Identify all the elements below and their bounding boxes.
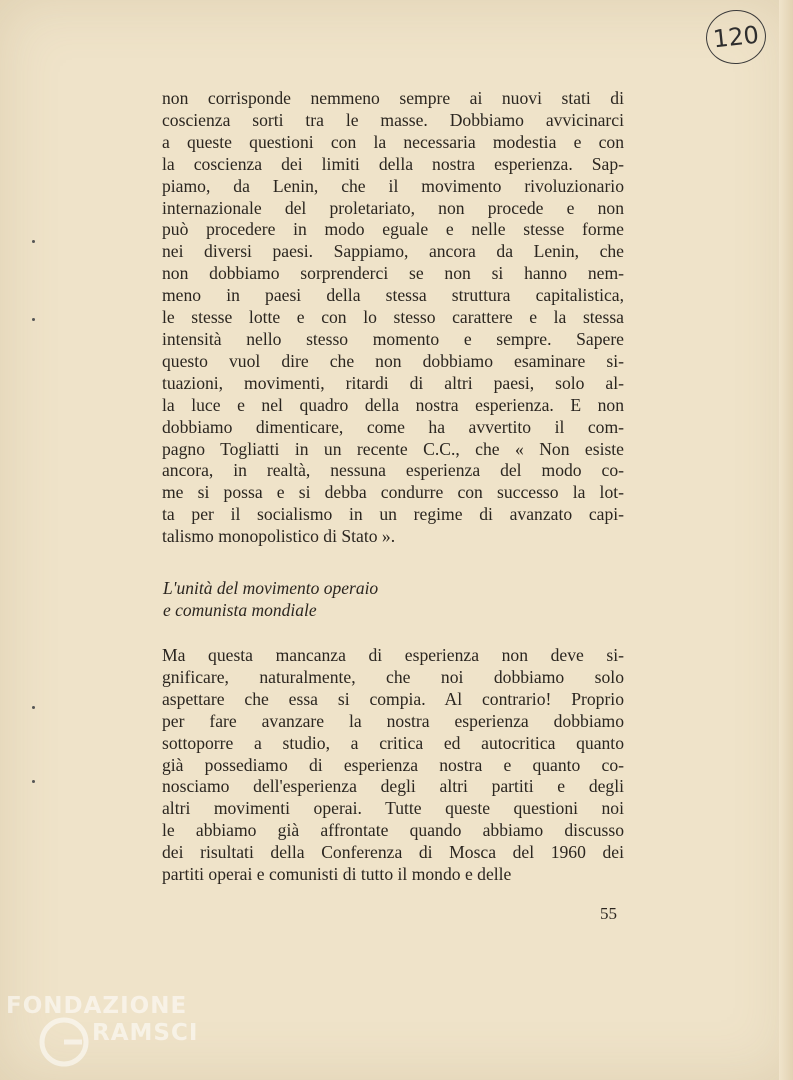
text-line: aspettare che essa si compia. Al contrario! Proprio bbox=[162, 688, 624, 709]
text-line: dobbiamo dimenticare, come ha avvertito il com- bbox=[162, 416, 624, 437]
text-line: nosciamo dell'esperienza degli altri partiti e degli bbox=[162, 776, 624, 797]
text-line: nei diversi paesi. Sappiamo, ancora da Lenin, che bbox=[162, 241, 624, 262]
text-line: la coscienza dei limiti della nostra esperienza. Sap- bbox=[162, 153, 624, 174]
margin-mark bbox=[32, 240, 35, 243]
text-line: tuazioni, movimenti, ritardi di altri paesi, solo al- bbox=[162, 372, 624, 393]
body-paragraph-1 bbox=[162, 88, 624, 548]
text-line: intensità nello stesso momento e sempre. Sapere bbox=[162, 328, 624, 349]
text-line: la luce e nel quadro della nostra esperienza. E non bbox=[162, 394, 624, 415]
watermark-fondazione: FONDAZIONE bbox=[6, 993, 188, 1019]
text-line: partiti operai e comunisti di tutto il mondo e delle bbox=[162, 864, 512, 885]
watermark-logo-g-icon bbox=[36, 1014, 92, 1070]
section-heading-line-1: L'unità del movimento operaio bbox=[163, 578, 379, 598]
text-line: piamo, da Lenin, che il movimento rivoluzionario bbox=[162, 175, 624, 196]
text-line: sottoporre a studio, a critica ed autocritica quanto bbox=[162, 732, 624, 753]
text-line: le stesse lotte e con lo stesso carattere e la stessa bbox=[162, 307, 624, 328]
text-line: altri movimenti operai. Tutte queste questioni noi bbox=[162, 798, 624, 819]
watermark-gramsci: RAMSCI bbox=[92, 1020, 199, 1046]
text-line: meno in paesi della stessa struttura capitalistica, bbox=[162, 285, 624, 306]
text-line: già possediamo di esperienza nostra e quanto co- bbox=[162, 754, 624, 775]
section-heading bbox=[163, 577, 563, 621]
handwritten-page-annotation: 120 bbox=[703, 7, 768, 67]
page-number: 55 bbox=[600, 904, 617, 923]
page-edge bbox=[779, 0, 793, 1080]
text-line: Ma questa mancanza di esperienza non deve si- bbox=[162, 645, 624, 665]
text-line: coscienza sorti tra le masse. Dobbiamo avvicinarci bbox=[162, 109, 624, 130]
text-line: dei risultati della Conferenza di Mosca del 1960 dei bbox=[162, 842, 624, 863]
text-line: per fare avanzare la nostra esperienza dobbiamo bbox=[162, 710, 624, 731]
text-line: gnificare, naturalmente, che noi dobbiamo solo bbox=[162, 666, 624, 687]
text-line: a queste questioni con la necessaria modestia e con bbox=[162, 131, 624, 152]
text-line: talismo monopolistico di Stato ». bbox=[162, 526, 396, 547]
margin-mark bbox=[32, 780, 35, 783]
body-paragraph-2 bbox=[162, 645, 624, 886]
text-line: può procedere in modo eguale e nelle stesse forme bbox=[162, 219, 624, 240]
text-line: me si possa e si debba condurre con successo la lot- bbox=[162, 482, 624, 503]
text-line: ancora, in realtà, nessuna esperienza del modo co- bbox=[162, 460, 624, 481]
text-line: internazionale del proletariato, non procede e non bbox=[162, 197, 624, 218]
text-line: ta per il socialismo in un regime di avanzato capi- bbox=[162, 504, 624, 525]
section-heading-line-2: e comunista mondiale bbox=[163, 600, 317, 620]
margin-mark bbox=[32, 706, 35, 709]
margin-mark bbox=[32, 318, 35, 321]
text-line: questo vuol dire che non dobbiamo esaminare si- bbox=[162, 350, 624, 371]
text-line: non dobbiamo sorprenderci se non si hanno nem- bbox=[162, 263, 624, 284]
text-line: pagno Togliatti in un recente C.C., che « Non esiste bbox=[162, 438, 624, 459]
text-line: non corrisponde nemmeno sempre ai nuovi stati di bbox=[162, 88, 624, 108]
text-line: le abbiamo già affrontate quando abbiamo discusso bbox=[162, 820, 624, 841]
